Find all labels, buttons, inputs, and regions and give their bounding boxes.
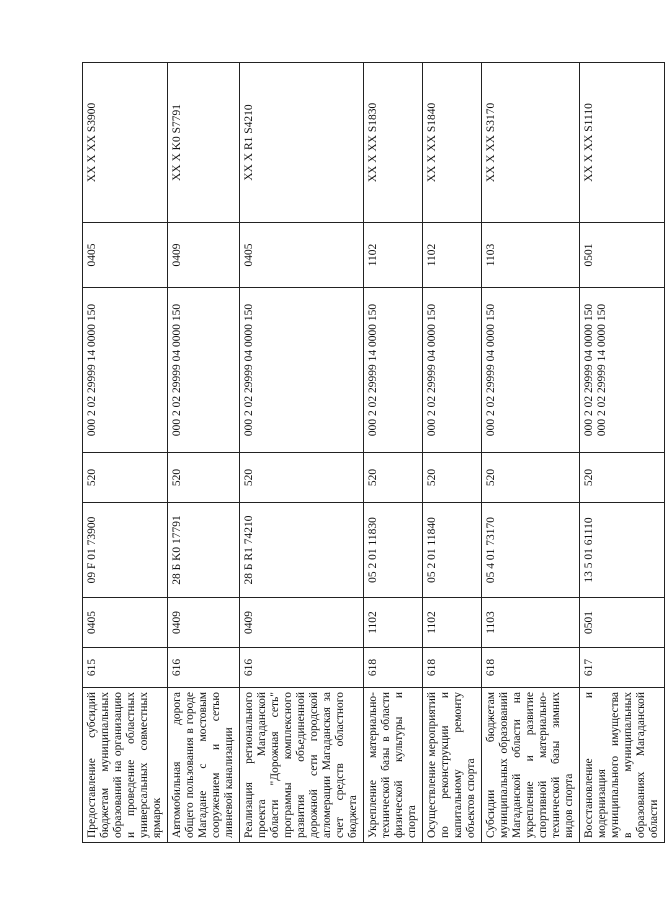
program-code-cell: XX X R1 S4210: [240, 63, 364, 223]
section-code-cell: 1102: [423, 598, 482, 648]
income-code-cell: [240, 288, 364, 453]
description-cell: Автомобильная дорога общего пользования в городе Магадане с мостовым сооружением и сетью ливневой канализации: [168, 688, 240, 843]
table-row: [168, 63, 240, 843]
section-code-cell-2: 0405: [83, 223, 168, 288]
section-code-cell-2: 1102: [364, 223, 423, 288]
subsidy-table: [82, 62, 665, 843]
income-code: 000 2 02 29999 04 0000 150: [426, 303, 438, 437]
section-code-cell-2: 1103: [482, 223, 580, 288]
table-row: [423, 63, 482, 843]
expense-type-cell: 520: [83, 453, 168, 503]
income-code: 000 2 02 29999 04 0000 150: [485, 303, 497, 437]
income-code-cell: [364, 288, 423, 453]
admin-code-cell: 618: [364, 648, 423, 688]
income-code: 000 2 02 29999 04 0000 150: [243, 303, 255, 437]
admin-code-cell: 616: [240, 648, 364, 688]
program-code-cell: XX X XX S1840: [423, 63, 482, 223]
section-code-cell-2: 0409: [168, 223, 240, 288]
income-code-cell: [83, 288, 168, 453]
program-code-cell: XX X K0 S7791: [168, 63, 240, 223]
description-cell: Укрепление материально-технической базы в области физической культуры и спорта: [364, 688, 423, 843]
admin-code-cell: 618: [423, 648, 482, 688]
description-cell: Осуществление мероприятий по реконструкции и капитальному ремонту объектов спорта: [423, 688, 482, 843]
target-article-cell: 28 Б R1 74210: [240, 503, 364, 598]
admin-code-cell: 616: [168, 648, 240, 688]
income-code: 000 2 02 29999 04 0000 150: [171, 303, 183, 437]
table-row: [364, 63, 423, 843]
expense-type-cell: 520: [168, 453, 240, 503]
income-code: 000 2 02 29999 14 0000 150: [86, 303, 98, 437]
section-code-cell: 1103: [482, 598, 580, 648]
income-code-cell: [580, 288, 665, 453]
description-cell: Субсидии бюджетам муниципальных образований Магаданской области на укрепление и развитие спортивной материально-технической базы зимних видов спорта: [482, 688, 580, 843]
income-code-cell: [482, 288, 580, 453]
admin-code-cell: 618: [482, 648, 580, 688]
description-cell: Восстановление и модернизация муниципального имущества в муниципальных образованиях Магаданской области: [580, 688, 665, 843]
income-code-cell: [168, 288, 240, 453]
section-code-cell: 0409: [168, 598, 240, 648]
description-cell: Предоставление субсидий бюджетам муниципальных образований на организацию и проведение областных универсальных совместных ярмарок: [83, 688, 168, 843]
target-article-cell: 05 2 01 11840: [423, 503, 482, 598]
target-article-cell: 09 F 01 73900: [83, 503, 168, 598]
expense-type-cell: 520: [364, 453, 423, 503]
program-code-cell: XX X XX S3170: [482, 63, 580, 223]
target-article-cell: 05 2 01 11830: [364, 503, 423, 598]
section-code-cell: 0409: [240, 598, 364, 648]
program-code-cell: XX X XX S1830: [364, 63, 423, 223]
table-row: [580, 63, 665, 843]
expense-type-cell: 520: [580, 453, 665, 503]
section-code-cell-2: 1102: [423, 223, 482, 288]
section-code-cell: 0501: [580, 598, 665, 648]
income-code: 000 2 02 29999 14 0000 150: [367, 303, 379, 437]
table-row: [482, 63, 580, 843]
target-article-cell: 13 5 01 61110: [580, 503, 665, 598]
admin-code-cell: 617: [580, 648, 665, 688]
rotated-page: [82, 63, 660, 843]
section-code-cell: 1102: [364, 598, 423, 648]
expense-type-cell: 520: [240, 453, 364, 503]
program-code-cell: XX X XX S1110: [580, 63, 665, 223]
table-row: [83, 63, 168, 843]
program-code-cell: XX X XX S3900: [83, 63, 168, 223]
expense-type-cell: 520: [482, 453, 580, 503]
expense-type-cell: 520: [423, 453, 482, 503]
section-code-cell-2: 0501: [580, 223, 665, 288]
description-cell: Реализация регионального проекта Магаданской области "Дорожная сеть" программы комплексного развития объединенной дорожной сети городской агломерации Магаданская за счет средств областного бюджета: [240, 688, 364, 843]
section-code-cell: 0405: [83, 598, 168, 648]
admin-code-cell: 615: [83, 648, 168, 688]
income-code-cell: [423, 288, 482, 453]
target-article-cell: 28 Б K0 17791: [168, 503, 240, 598]
income-code: 000 2 02 29999 04 0000 150: [583, 303, 595, 437]
table-row: [240, 63, 364, 843]
target-article-cell: 05 4 01 73170: [482, 503, 580, 598]
section-code-cell-2: 0405: [240, 223, 364, 288]
income-code: 000 2 02 29999 14 0000 150: [596, 303, 608, 437]
